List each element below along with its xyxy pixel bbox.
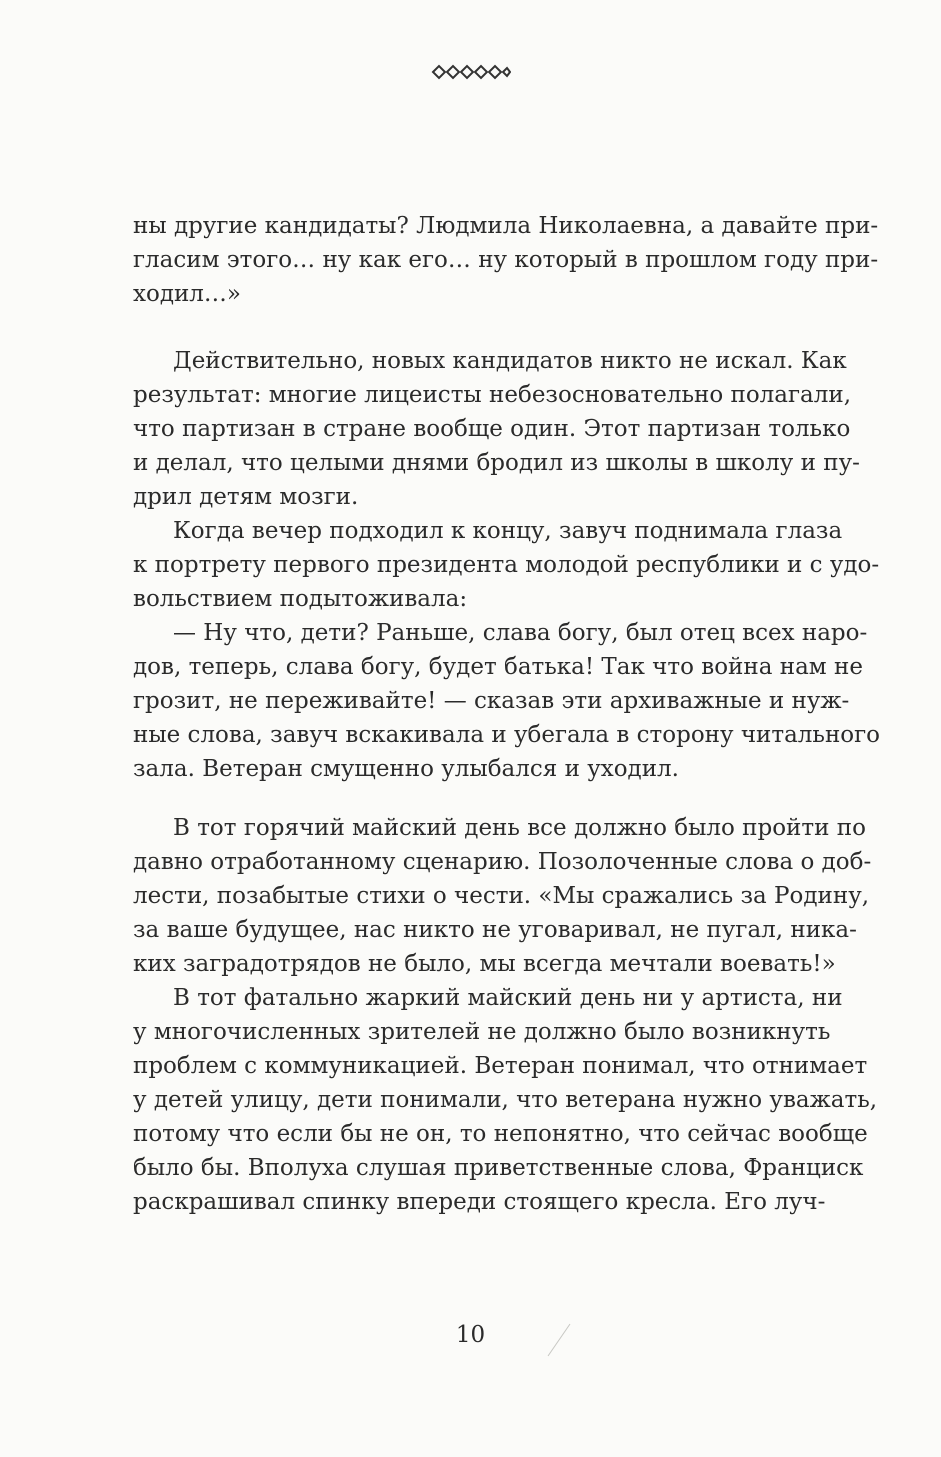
text-line: проблем с коммуникацией. Ветеран понимал, что отнимает <box>133 1053 868 1079</box>
text-line: потому что если бы не он, то непонятно, что сейчас вообще <box>133 1121 868 1147</box>
text-line: ких заградотрядов не было, мы всегда мечтали воевать!» <box>133 951 836 977</box>
text-line: зала. Ветеран смущенно улыбался и уходил. <box>133 756 679 782</box>
text-line: результат: многие лицеисты небезосновательно полагали, <box>133 382 852 408</box>
paragraph-dialogue-end <box>133 209 879 311</box>
text-line: вольствием подытоживала: <box>133 586 468 612</box>
text-line: что партизан в стране вообще один. Этот партизан только <box>133 416 851 442</box>
text-line: лести, позабытые стихи о чести. «Мы сражались за Родину, <box>133 883 870 909</box>
text-line: грозит, не переживайте! — сказав эти архиважные и нуж- <box>133 688 850 714</box>
page-ornament <box>0 62 941 86</box>
text-line: ходил…» <box>133 281 241 307</box>
section-two <box>133 344 881 786</box>
text-line: было бы. Вполуха слушая приветственные слова, Франциск <box>133 1155 864 1181</box>
paper-scratch-mark <box>540 1320 580 1360</box>
section-three <box>133 811 878 1219</box>
dialogue-line: — Ну что, дети? Раньше, слава богу, был отец всех наро- <box>173 620 868 646</box>
diamond-chain-ornament-icon <box>431 62 511 82</box>
text-line: у детей улицу, дети понимали, что ветерана нужно уважать, <box>133 1087 878 1113</box>
text-line: Действительно, новых кандидатов никто не искал. Как <box>173 348 847 374</box>
text-line: Когда вечер подходил к концу, завуч поднимала глаза <box>173 518 843 544</box>
text-line: за ваше будущее, нас никто не уговаривал, не пугал, ника- <box>133 917 857 943</box>
text-line: ны другие кандидаты? Людмила Николаевна, а давайте при- <box>133 213 879 239</box>
text-line: дрил детям мозги. <box>133 484 359 510</box>
text-line: гласим этого… ну как его… ну который в прошлом году при- <box>133 247 879 273</box>
text-line: у многочисленных зрителей не должно было возникнуть <box>133 1019 831 1045</box>
page-number: 10 <box>455 1322 486 1348</box>
text-line: давно отработанному сценарию. Позолоченные слова о доб- <box>133 849 872 875</box>
text-line: к портрету первого президента молодой республики и с удо- <box>133 552 880 578</box>
text-line: и делал, что целыми днями бродил из школы в школу и пу- <box>133 450 860 476</box>
text-line: В тот горячий майский день все должно было пройти по <box>173 815 866 841</box>
text-line: дов, теперь, слава богу, будет батька! Так что война нам не <box>133 654 863 680</box>
text-line: раскрашивал спинку впереди стоящего кресла. Его луч- <box>133 1189 826 1215</box>
text-line: ные слова, завуч вскакивала и убегала в сторону читального <box>133 722 881 748</box>
text-line: В тот фатально жаркий майский день ни у артиста, ни <box>173 985 843 1011</box>
